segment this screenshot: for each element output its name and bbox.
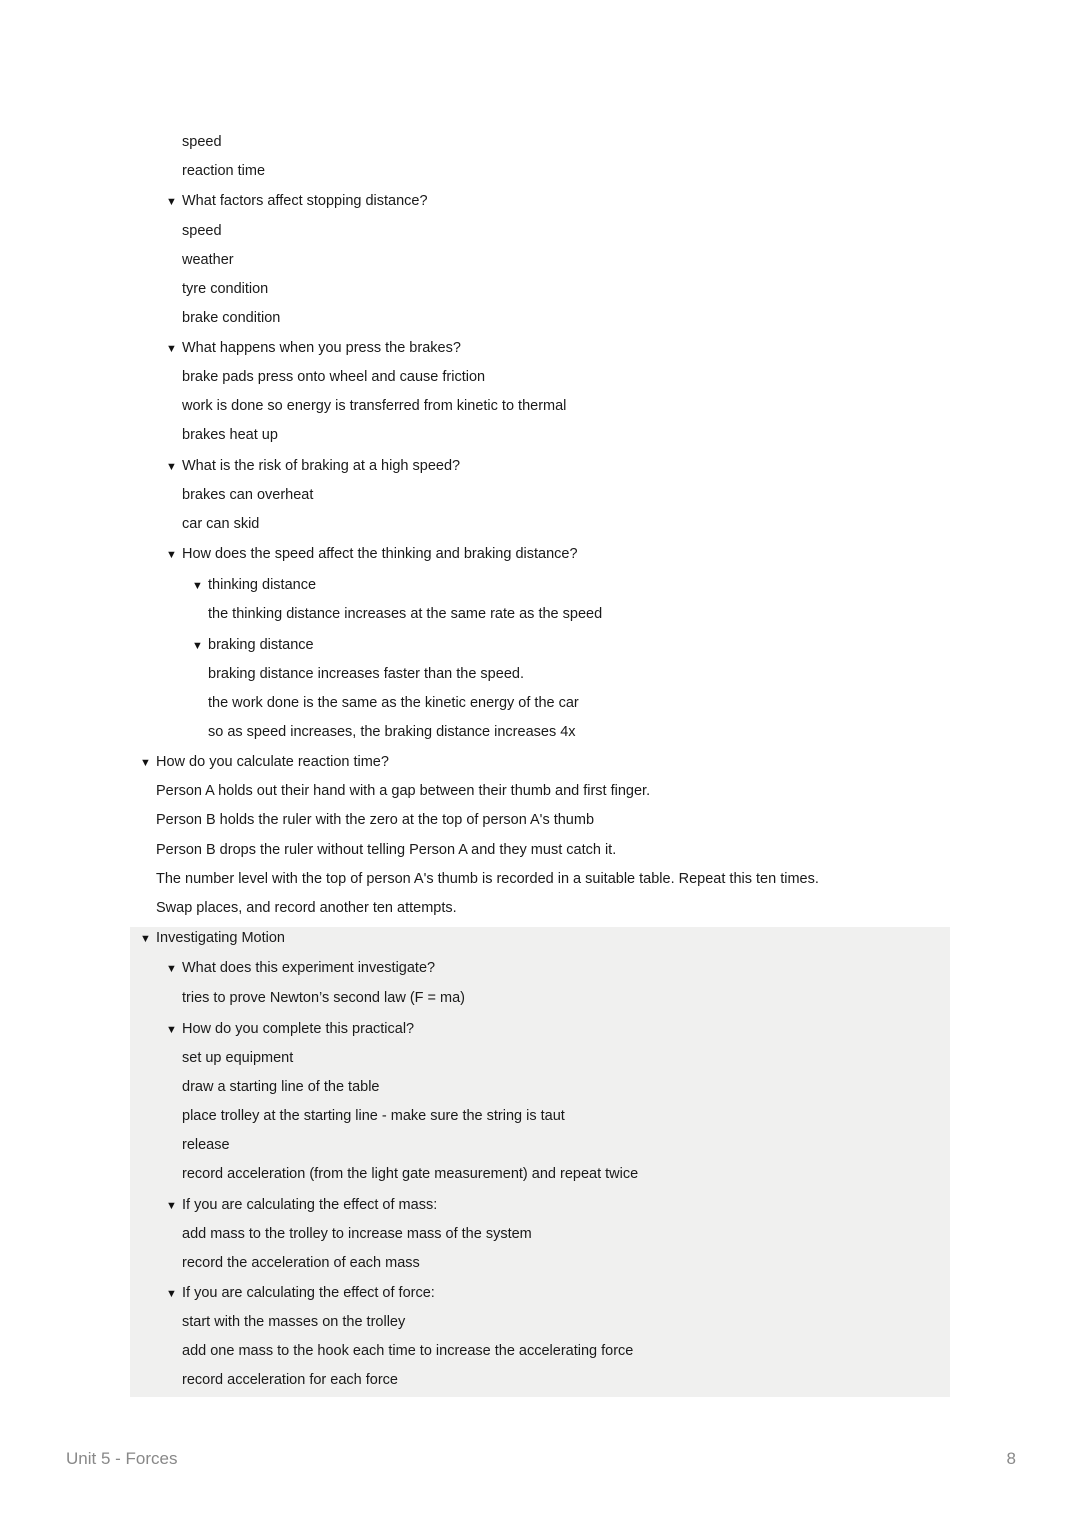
list-item: speed <box>182 223 222 239</box>
toggle-triangle-icon[interactable]: ▼ <box>140 757 151 769</box>
toggle-triangle-icon[interactable]: ▼ <box>166 963 177 975</box>
toggle-heading <box>166 192 428 211</box>
toggle-heading-text: What is the risk of braking at a high speed? <box>182 458 461 474</box>
list-item: brake condition <box>182 310 281 326</box>
toggle-heading-text: How does the speed affect the thinking and braking distance? <box>182 546 578 562</box>
toggle-heading <box>166 545 578 564</box>
toggle-triangle-icon[interactable]: ▼ <box>166 1024 177 1036</box>
list-item: braking distance increases faster than the speed. <box>208 666 524 682</box>
list-item: weather <box>182 252 234 268</box>
list-item: set up equipment <box>182 1050 294 1066</box>
toggle-heading <box>192 636 314 655</box>
list-item: place trolley at the starting line - make sure the string is taut <box>182 1108 565 1124</box>
list-item: draw a starting line of the table <box>182 1079 380 1095</box>
toggle-triangle-icon[interactable]: ▼ <box>192 580 203 592</box>
toggle-heading <box>140 753 389 772</box>
toggle-heading <box>166 1196 437 1215</box>
list-item: add one mass to the hook each time to increase the accelerating force <box>182 1343 634 1359</box>
list-item: Person A holds out their hand with a gap between their thumb and first finger. <box>156 783 651 799</box>
list-item: brakes can overheat <box>182 487 314 503</box>
toggle-triangle-icon[interactable]: ▼ <box>192 640 203 652</box>
toggle-heading <box>166 1284 435 1303</box>
toggle-heading-text: How do you calculate reaction time? <box>156 754 389 770</box>
toggle-triangle-icon[interactable]: ▼ <box>166 343 177 355</box>
toggle-heading <box>166 457 460 476</box>
list-item: the thinking distance increases at the same rate as the speed <box>208 606 603 622</box>
toggle-heading-text: braking distance <box>208 637 314 653</box>
toggle-heading <box>140 929 285 948</box>
list-item: car can skid <box>182 516 260 532</box>
list-item: start with the masses on the trolley <box>182 1314 406 1330</box>
list-item: brake pads press onto wheel and cause friction <box>182 369 486 385</box>
toggle-heading-text: If you are calculating the effect of mass: <box>182 1197 438 1213</box>
list-item: record acceleration for each force <box>182 1372 398 1388</box>
list-item: brakes heat up <box>182 427 278 443</box>
toggle-heading <box>192 576 316 595</box>
list-item: Person B drops the ruler without telling Person A and they must catch it. <box>156 842 617 858</box>
toggle-heading-text: What factors affect stopping distance? <box>182 193 428 209</box>
toggle-triangle-icon[interactable]: ▼ <box>166 461 177 473</box>
toggle-heading-text: How do you complete this practical? <box>182 1021 415 1037</box>
list-item: The number level with the top of person A's thumb is recorded in a suitable table. Repeat this ten times. <box>156 871 819 887</box>
list-item: record acceleration (from the light gate measurement) and repeat twice <box>182 1166 639 1182</box>
list-item: so as speed increases, the braking distance increases 4x <box>208 724 576 740</box>
list-item: tries to prove Newton’s second law (F = ma) <box>182 990 465 1006</box>
footer-unit-title: Unit 5 - Forces <box>66 1449 178 1468</box>
page-number: 8 <box>1006 1449 1016 1468</box>
toggle-triangle-icon[interactable]: ▼ <box>140 933 151 945</box>
list-item: Swap places, and record another ten attempts. <box>156 900 457 916</box>
toggle-heading <box>166 339 461 358</box>
list-item: work is done so energy is transferred from kinetic to thermal <box>182 398 567 414</box>
list-item: the work done is the same as the kinetic energy of the car <box>208 695 579 711</box>
toggle-heading-text: What happens when you press the brakes? <box>182 340 461 356</box>
list-item: add mass to the trolley to increase mass of the system <box>182 1226 532 1242</box>
toggle-triangle-icon[interactable]: ▼ <box>166 1288 177 1300</box>
list-item: Person B holds the ruler with the zero at the top of person A's thumb <box>156 812 595 828</box>
toggle-heading <box>166 1020 414 1039</box>
toggle-heading-text: thinking distance <box>208 577 317 593</box>
toggle-triangle-icon[interactable]: ▼ <box>166 196 177 208</box>
list-item: reaction time <box>182 163 266 179</box>
toggle-triangle-icon[interactable]: ▼ <box>166 1200 177 1212</box>
list-item: record the acceleration of each mass <box>182 1255 420 1271</box>
toggle-heading-text: Investigating Motion <box>156 930 285 946</box>
list-item: tyre condition <box>182 281 269 297</box>
toggle-triangle-icon[interactable]: ▼ <box>166 549 177 561</box>
list-item: release <box>182 1137 230 1153</box>
toggle-heading-text: What does this experiment investigate? <box>182 960 436 976</box>
toggle-heading-text: If you are calculating the effect of force: <box>182 1285 435 1301</box>
list-item: speed <box>182 134 222 150</box>
toggle-heading <box>166 959 435 978</box>
